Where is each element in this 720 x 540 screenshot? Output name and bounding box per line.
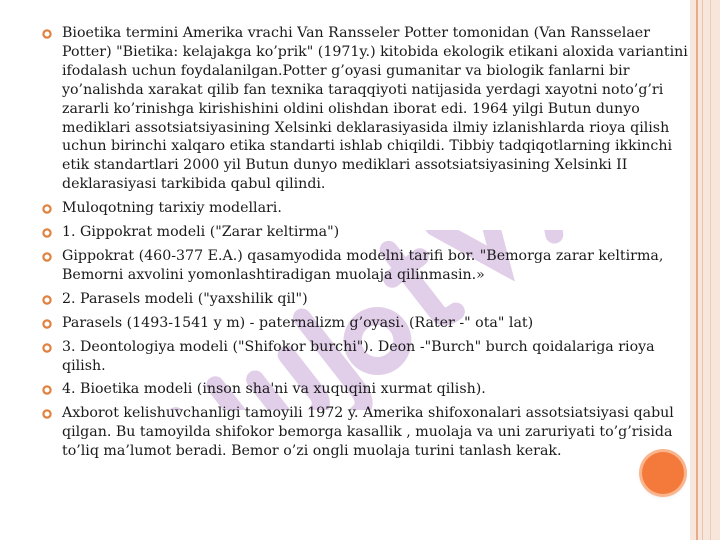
- list-item-text: Axborot kelishuvchanligi tamoyili 1972 y. Amerika shifoxonalari assotsiatsiyasi qabul qilgan. Bu tamoyilda shifokor bemorga kasallik , muolaja va uni zaruriyati to’g’risida to’liq ma’lumot beradi. Bemor o’zi ongli muolaja turini tanlash kerak.: [62, 405, 674, 460]
- list-item-text: 4. Bioetika modeli (inson sha'ni va xuquqini xurmat qilish).: [62, 381, 486, 398]
- orange-hollow-bullet-icon: [42, 409, 52, 419]
- list-item-text: 3. Deontologiya modeli ("Shifokor burchi"). Deon -"Burch" burch qoidalariga rioya qilish.: [62, 338, 655, 374]
- list-item: [40, 290, 690, 309]
- orange-hollow-bullet-icon: [42, 204, 52, 214]
- list-item: [40, 223, 690, 242]
- border-line: [702, 0, 703, 540]
- orange-hollow-bullet-icon: [42, 228, 52, 238]
- list-item-text: Gippokrat (460-377 E.A.) qasamyodida modelni tarifi bor. "Bemorga zarar keltirma, Bemorni axvolini yomonlashtiradigan muolaja qilinmasin.»: [62, 247, 664, 283]
- list-item-text: 2. Parasels modeli ("yaxshilik qil"): [62, 290, 308, 307]
- list-item-text: Parasels (1493-1541 y m) - paternalizm g’oyasi. (Rater -" ota" lat): [62, 314, 534, 331]
- list-item: [40, 247, 690, 285]
- border-line: [696, 0, 698, 540]
- list-item-text: Bioetika termini Amerika vrachi Van Ransseler Potter tomonidan (Van Ransselaer Potter) "Bietika: kelajakga ko’prik" (1971y.) kitobida ekologik etikani aloxida variantini ifodalash uchun foydalanilgan.Potter g’oyasi gumanitar va biologik fanlarni bir yo’nalishda xarakat qilib fan texnika taraqqiyoti natijasida yerdagi xayotni noto’g’ri zararli ko’rinishga kirishishini oldini olishdan iborat edi. 1964 yilgi Butun dunyo mediklari assotsiatsiyasining Xelsinki deklarasiyasida ilmiy izlanishlarda rioya qilish uchun birinchi xalqaro etika standarti ishlab chiqildi. Tibbiy tadqiqotlarning ikkinchi etik standartlari 2000 yil Butun dunyo mediklari assotsiatsiyasining Xelsinki II deklarasiyasi tarkibida qabul qilindi.: [62, 25, 688, 193]
- orange-hollow-bullet-icon: [42, 385, 52, 395]
- slide-content: [40, 24, 690, 466]
- orange-hollow-bullet-icon: [42, 319, 52, 329]
- list-item: [40, 199, 690, 218]
- list-item: [40, 314, 690, 333]
- orange-hollow-bullet-icon: [42, 343, 52, 353]
- list-item: [40, 338, 690, 376]
- orange-hollow-bullet-icon: [42, 295, 52, 305]
- orange-hollow-bullet-icon: [42, 252, 52, 262]
- list-item-text: Muloqotning tarixiy modellari.: [62, 200, 282, 217]
- orange-dot-icon: [642, 452, 684, 494]
- right-decorative-border: [690, 0, 720, 540]
- orange-hollow-bullet-icon: [42, 29, 52, 39]
- list-item: [40, 24, 690, 194]
- list-item: [40, 380, 690, 399]
- border-line: [710, 0, 711, 540]
- list-item: [40, 404, 690, 461]
- bullet-list: [40, 24, 690, 461]
- list-item-text: 1. Gippokrat modeli ("Zarar keltirma"): [62, 224, 340, 241]
